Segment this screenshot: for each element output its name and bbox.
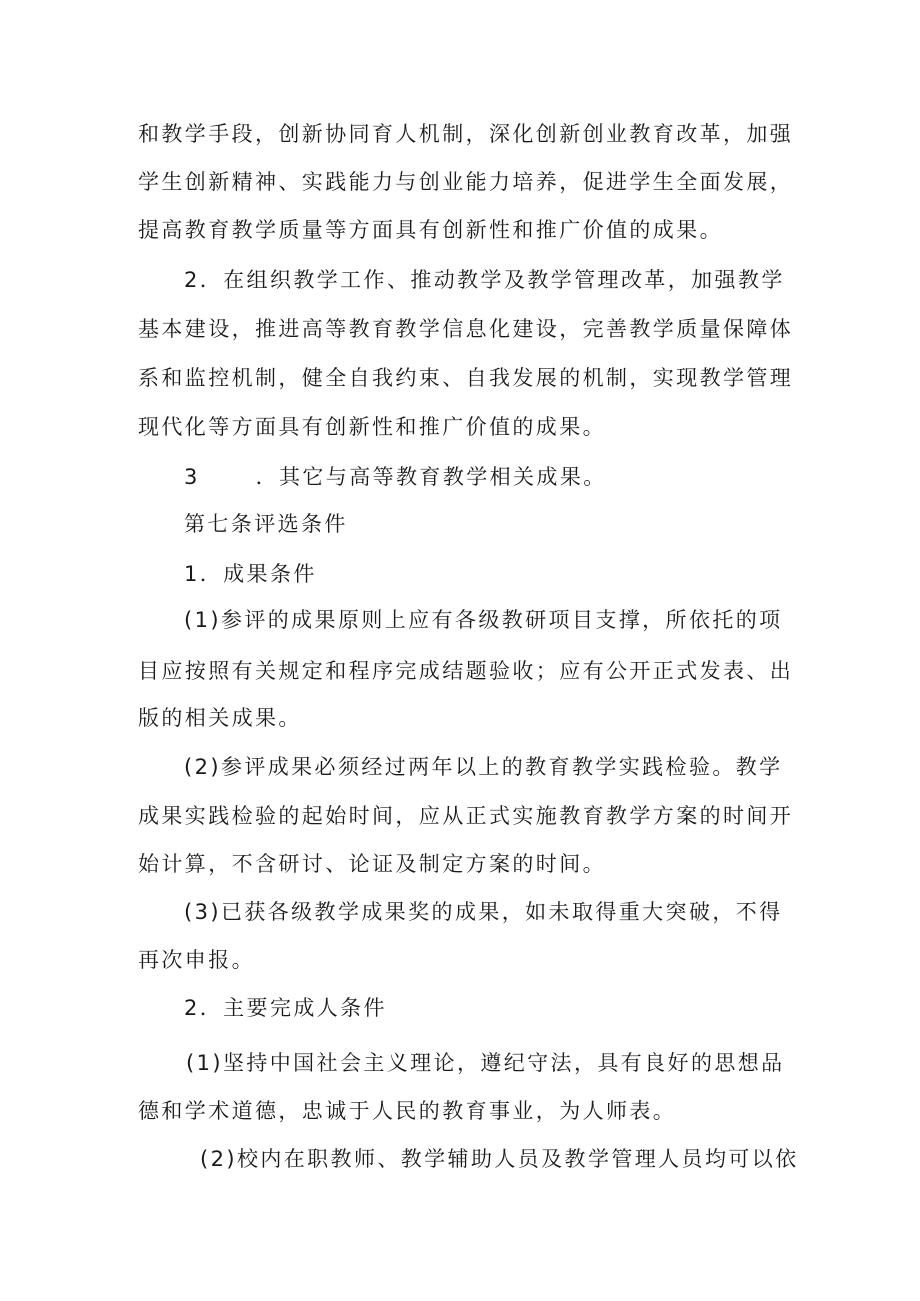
text-line: (1)参评的成果原则上应有各级教研项目支撑，所依托的项	[184, 608, 783, 632]
text-line: 始计算，不含研讨、论证及制定方案的时间。	[138, 852, 606, 876]
section-heading: 第七条评选条件	[184, 512, 348, 536]
text-line: 再次申报。	[138, 948, 255, 972]
text-line: 基本建设，推进高等教育教学信息化建设，完善教学质量保障体	[138, 317, 794, 341]
text-line: 3 ．其它与高等教育教学相关成果。	[184, 465, 607, 489]
subsection-heading: 1．成果条件	[184, 562, 317, 586]
subsection-heading: 2．主要完成人条件	[184, 996, 387, 1020]
text-line: 和教学手段，创新协同育人机制，深化创新创业教育改革，加强	[138, 122, 794, 146]
text-line: 学生创新精神、实践能力与创业能力培养，促进学生全面发展，	[138, 170, 794, 194]
text-line: 提高教育教学质量等方面具有创新性和推广价值的成果。	[138, 218, 723, 242]
text-line: 成果实践检验的起始时间，应从正式实施教育教学方案的时间开	[138, 804, 794, 828]
text-line: 现代化等方面具有创新性和推广价值的成果。	[138, 415, 606, 439]
text-line: (1)坚持中国社会主义理论，遵纪守法，具有良好的思想品	[186, 1051, 785, 1075]
text-line: 德和学术道德，忠诚于人民的教育事业，为人师表。	[138, 1099, 677, 1123]
text-line: 2．在组织教学工作、推动教学及教学管理改革，加强教学	[184, 268, 785, 292]
text-line: 系和监控机制，健全自我约束、自我发展的机制，实现教学管理	[138, 366, 794, 390]
text-line: 版的相关成果。	[138, 706, 302, 730]
text-line: 目应按照有关规定和程序完成结题验收；应有公开正式发表、出	[138, 659, 794, 683]
text-line: (2)参评成果必须经过两年以上的教育教学实践检验。教学	[184, 755, 783, 779]
text-line: (3)已获各级教学成果奖的成果，如未取得重大突破，不得	[184, 900, 783, 924]
text-line: (2)校内在职教师、教学辅助人员及教学管理人员均可以依	[200, 1147, 799, 1171]
